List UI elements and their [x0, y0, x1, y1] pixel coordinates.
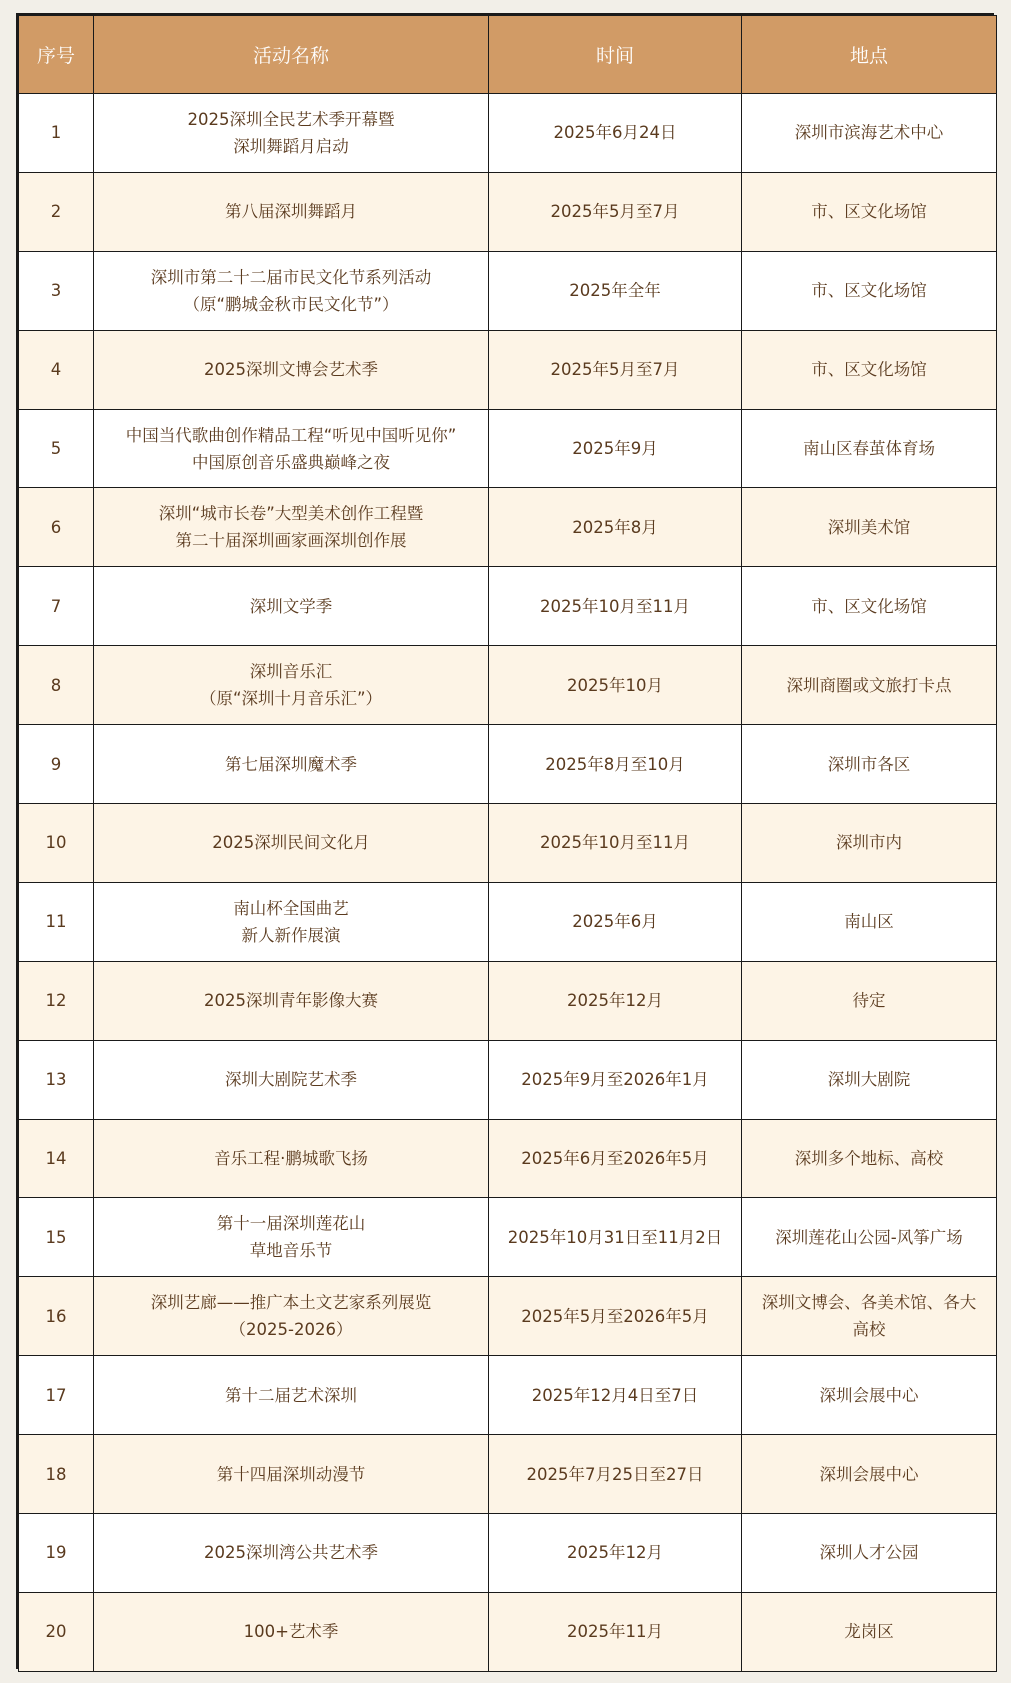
cell-place: 深圳多个地标、高校: [742, 1119, 997, 1198]
cell-time: 2025年10月31日至11月2日: [489, 1198, 742, 1277]
table-row: [19, 725, 997, 804]
table-row: [19, 409, 997, 488]
events-table: [18, 15, 997, 1672]
cell-time: 2025年12月4日至7日: [489, 1356, 742, 1435]
table-row: [19, 1356, 997, 1435]
cell-time: 2025年10月: [489, 646, 742, 725]
header-time: 时间: [489, 16, 742, 94]
header-name: 活动名称: [94, 16, 489, 94]
cell-time: 2025年11月: [489, 1592, 742, 1671]
cell-place: 市、区文化场馆: [742, 330, 997, 409]
cell-no: 2: [19, 172, 94, 251]
cell-name: 深圳大剧院艺术季: [94, 1040, 489, 1119]
cell-time: 2025年全年: [489, 251, 742, 330]
cell-no: 16: [19, 1277, 94, 1356]
table-row: [19, 804, 997, 883]
cell-name: 第十四届深圳动漫节: [94, 1435, 489, 1514]
cell-time: 2025年8月: [489, 488, 742, 567]
cell-name: 南山杯全国曲艺 新人新作展演: [94, 882, 489, 961]
cell-place: 深圳莲花山公园-风筝广场: [742, 1198, 997, 1277]
cell-name: 2025深圳青年影像大赛: [94, 961, 489, 1040]
header-row: [19, 16, 997, 94]
cell-no: 12: [19, 961, 94, 1040]
cell-place: 深圳人才公园: [742, 1514, 997, 1593]
table-row: [19, 172, 997, 251]
cell-place: 深圳市各区: [742, 725, 997, 804]
cell-no: 8: [19, 646, 94, 725]
table-row: [19, 1198, 997, 1277]
cell-no: 20: [19, 1592, 94, 1671]
cell-place: 市、区文化场馆: [742, 172, 997, 251]
cell-time: 2025年8月至10月: [489, 725, 742, 804]
cell-name: 100+艺术季: [94, 1592, 489, 1671]
cell-no: 18: [19, 1435, 94, 1514]
cell-no: 17: [19, 1356, 94, 1435]
cell-no: 3: [19, 251, 94, 330]
cell-time: 2025年10月至11月: [489, 567, 742, 646]
cell-no: 9: [19, 725, 94, 804]
cell-no: 19: [19, 1514, 94, 1593]
table-body: [19, 94, 997, 1672]
table-row: [19, 567, 997, 646]
cell-no: 11: [19, 882, 94, 961]
cell-name: 深圳文学季: [94, 567, 489, 646]
cell-name: 深圳“城市长卷”大型美术创作工程暨 第二十届深圳画家画深圳创作展: [94, 488, 489, 567]
table-row: [19, 961, 997, 1040]
cell-no: 6: [19, 488, 94, 567]
cell-place: 南山区春茧体育场: [742, 409, 997, 488]
cell-no: 15: [19, 1198, 94, 1277]
events-table-container: [16, 13, 994, 1669]
table-row: [19, 1514, 997, 1593]
cell-no: 10: [19, 804, 94, 883]
cell-no: 14: [19, 1119, 94, 1198]
table-row: [19, 882, 997, 961]
cell-place: 深圳市内: [742, 804, 997, 883]
cell-no: 13: [19, 1040, 94, 1119]
cell-place: 龙岗区: [742, 1592, 997, 1671]
table-row: [19, 488, 997, 567]
cell-name: 深圳音乐汇 （原“深圳十月音乐汇”）: [94, 646, 489, 725]
cell-place: 深圳会展中心: [742, 1356, 997, 1435]
cell-place: 南山区: [742, 882, 997, 961]
cell-name: 2025深圳全民艺术季开幕暨 深圳舞蹈月启动: [94, 94, 489, 173]
header-place: 地点: [742, 16, 997, 94]
table-row: [19, 1592, 997, 1671]
cell-time: 2025年12月: [489, 1514, 742, 1593]
table-row: [19, 1119, 997, 1198]
cell-name: 中国当代歌曲创作精品工程“听见中国听见你” 中国原创音乐盛典巅峰之夜: [94, 409, 489, 488]
cell-name: 2025深圳湾公共艺术季: [94, 1514, 489, 1593]
cell-name: 第七届深圳魔术季: [94, 725, 489, 804]
cell-place: 深圳文博会、各美术馆、各大 高校: [742, 1277, 997, 1356]
cell-no: 7: [19, 567, 94, 646]
cell-no: 1: [19, 94, 94, 173]
table-row: [19, 251, 997, 330]
cell-place: 市、区文化场馆: [742, 251, 997, 330]
cell-place: 深圳大剧院: [742, 1040, 997, 1119]
cell-time: 2025年12月: [489, 961, 742, 1040]
cell-name: 音乐工程·鹏城歌飞扬: [94, 1119, 489, 1198]
cell-time: 2025年7月25日至27日: [489, 1435, 742, 1514]
table-row: [19, 1277, 997, 1356]
cell-time: 2025年9月: [489, 409, 742, 488]
cell-name: 第八届深圳舞蹈月: [94, 172, 489, 251]
cell-time: 2025年5月至7月: [489, 330, 742, 409]
cell-time: 2025年6月至2026年5月: [489, 1119, 742, 1198]
cell-no: 5: [19, 409, 94, 488]
cell-name: 第十一届深圳莲花山 草地音乐节: [94, 1198, 489, 1277]
cell-time: 2025年9月至2026年1月: [489, 1040, 742, 1119]
header-no: 序号: [19, 16, 94, 94]
table-row: [19, 330, 997, 409]
cell-time: 2025年6月24日: [489, 94, 742, 173]
cell-time: 2025年5月至2026年5月: [489, 1277, 742, 1356]
table-row: [19, 1435, 997, 1514]
cell-place: 深圳美术馆: [742, 488, 997, 567]
cell-name: 第十二届艺术深圳: [94, 1356, 489, 1435]
cell-name: 2025深圳民间文化月: [94, 804, 489, 883]
cell-place: 深圳会展中心: [742, 1435, 997, 1514]
cell-place: 深圳市滨海艺术中心: [742, 94, 997, 173]
cell-time: 2025年10月至11月: [489, 804, 742, 883]
table-row: [19, 646, 997, 725]
cell-place: 市、区文化场馆: [742, 567, 997, 646]
table-row: [19, 1040, 997, 1119]
cell-time: 2025年6月: [489, 882, 742, 961]
table-row: [19, 94, 997, 173]
cell-place: 深圳商圈或文旅打卡点: [742, 646, 997, 725]
cell-name: 深圳市第二十二届市民文化节系列活动 （原“鹏城金秋市民文化节”）: [94, 251, 489, 330]
cell-name: 2025深圳文博会艺术季: [94, 330, 489, 409]
cell-place: 待定: [742, 961, 997, 1040]
cell-no: 4: [19, 330, 94, 409]
cell-time: 2025年5月至7月: [489, 172, 742, 251]
table-header: [19, 16, 997, 94]
cell-name: 深圳艺廊——推广本土文艺家系列展览 （2025-2026）: [94, 1277, 489, 1356]
